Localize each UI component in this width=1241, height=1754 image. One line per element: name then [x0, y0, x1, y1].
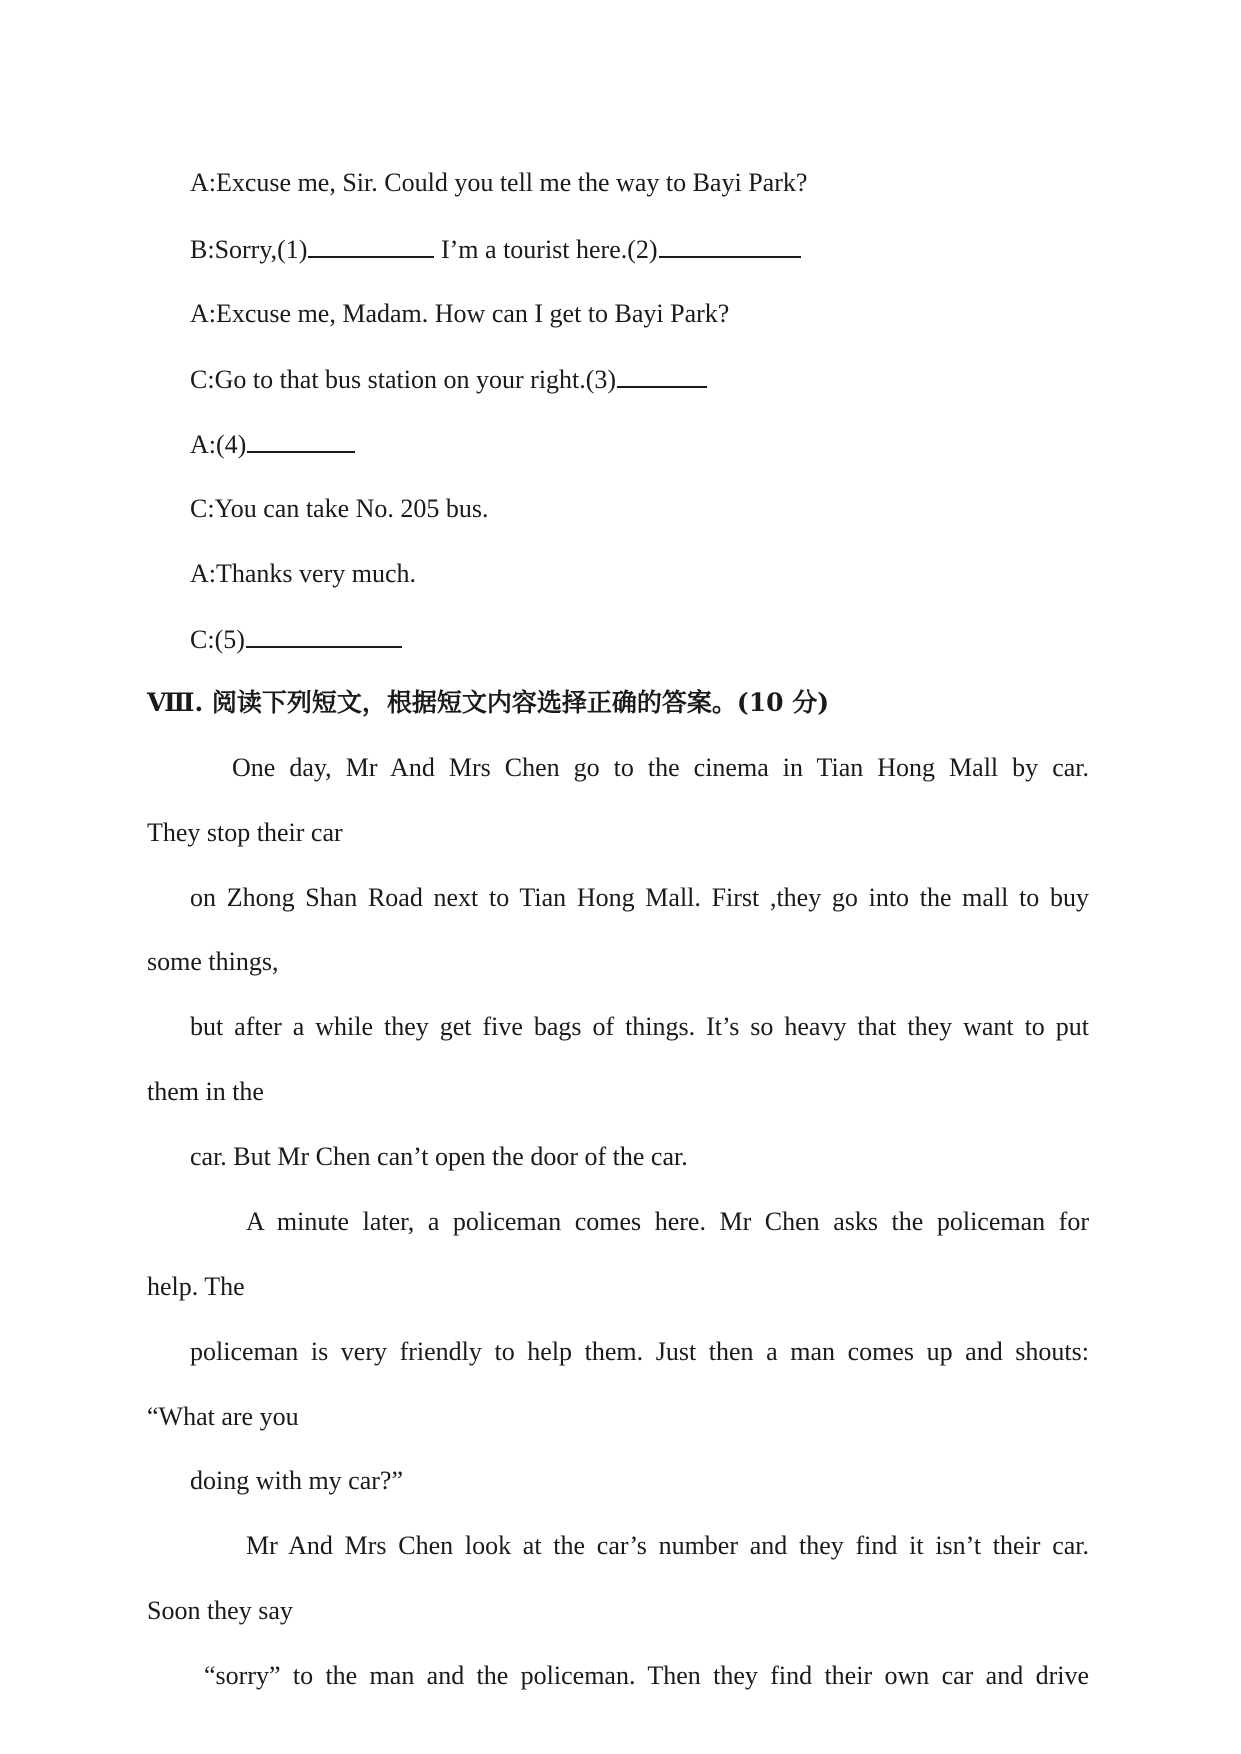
passage-line-2: They stop their car: [147, 818, 343, 847]
dialogue-line-8: C:(5): [190, 624, 402, 655]
answer-blank-1[interactable]: [308, 234, 434, 258]
passage-line-4: some things,: [147, 947, 279, 976]
passage-line-13: Mr And Mrs Chen look at the car’s number and they find it isn’t their car.: [246, 1531, 1089, 1560]
answer-blank-3[interactable]: [617, 364, 707, 388]
passage-line-3: on Zhong Shan Road next to Tian Hong Mall. First ,they go into the mall to buy: [190, 883, 1089, 912]
dialogue-line-6: C:You can take No. 205 bus.: [190, 494, 489, 523]
passage-line-15: “sorry” to the man and the policeman. Then they find their own car and drive: [204, 1661, 1089, 1690]
passage-line-9: help. The: [147, 1272, 245, 1301]
passage-line-8: A minute later, a policeman comes here. Mr Chen asks the policeman for: [246, 1207, 1089, 1236]
passage-line-7: car. But Mr Chen can’t open the door of the car.: [190, 1142, 688, 1171]
answer-blank-5[interactable]: [246, 624, 402, 648]
answer-blank-2[interactable]: [659, 234, 801, 258]
dialogue-line-5: A:(4): [190, 429, 355, 460]
passage-line-11: “What are you: [147, 1402, 299, 1431]
dialogue-line-3: A:Excuse me, Madam. How can I get to Bayi Park?: [190, 299, 730, 328]
dialogue-line-1: A:Excuse me, Sir. Could you tell me the way to Bayi Park?: [190, 168, 808, 197]
passage-line-6: them in the: [147, 1077, 264, 1106]
dialogue-line-4: C:Go to that bus station on your right.(3): [190, 364, 707, 395]
passage-line-1: One day, Mr And Mrs Chen go to the cinema in Tian Hong Mall by car.: [232, 753, 1089, 782]
passage-line-5: but after a while they get five bags of things. It’s so heavy that they want to put: [190, 1012, 1089, 1041]
passage-line-14: Soon they say: [147, 1596, 293, 1625]
dialogue-line-2: B:Sorry,(1) I’m a tourist here.(2): [190, 234, 801, 265]
section-heading: Ⅷ. 阅读下列短文，根据短文内容选择正确的答案。(10 分): [147, 688, 830, 717]
passage-line-10: policeman is very friendly to help them. Just then a man comes up and shouts:: [190, 1337, 1089, 1366]
dialogue-line-7: A:Thanks very much.: [190, 559, 417, 588]
answer-blank-4[interactable]: [247, 429, 355, 453]
passage-line-12: doing with my car?”: [190, 1466, 403, 1495]
